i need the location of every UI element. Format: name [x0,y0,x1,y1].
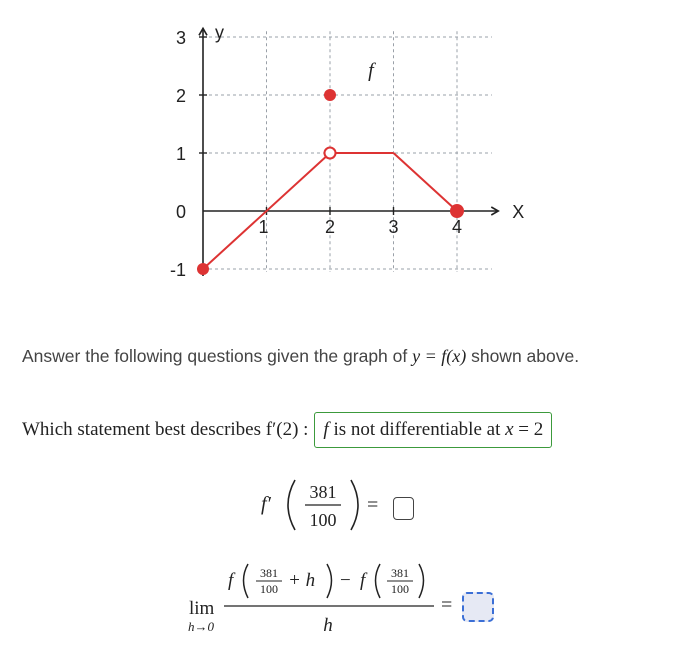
limit-equals: = [441,594,453,616]
x-tick-label: 4 [451,217,463,237]
y-tick-label: 3 [175,28,186,48]
y-tick-label: -1 [169,260,186,280]
answer-eq: = 2 [513,419,544,440]
lim-subscript: h→0 [188,619,214,634]
num-frac2-den: 100 [391,582,409,596]
limit-answer-input[interactable] [462,592,494,622]
x-axis-label: X [512,202,525,222]
num-frac1-den: 100 [260,582,278,596]
answer-var: x [505,419,514,440]
answer-dropdown[interactable] [314,412,552,448]
num-frac1-num: 381 [260,566,278,580]
num-minus: − [340,570,351,591]
answer-rest: is not differentiable at [328,419,506,440]
num-plus-h: + h [288,570,316,591]
y-axis-label: y [215,22,224,43]
function-label: f [368,59,374,82]
num-f1: f [228,570,234,591]
open-point [325,148,336,159]
lim-word: lim [189,598,215,619]
graph-grid [203,31,492,272]
y-tick-label: 2 [175,86,186,106]
derivative-numerator: 381 [309,482,337,502]
derivative-expression [255,470,395,540]
y-tick-label: 1 [175,144,186,164]
intro-math: y = f(x) [412,346,467,366]
isolated-point [324,89,336,101]
y-tick-label: 0 [175,202,186,222]
intro-text-after: shown above. [466,346,580,366]
function-graph [0,0,683,320]
limit-fraction [224,556,439,638]
fprime-symbol: f′ [261,493,271,515]
num-frac2-num: 381 [391,566,409,580]
answer-f: f [323,419,329,440]
question-prompt: Which statement best describes f′(2) : [22,419,309,440]
x-tick-label: 3 [388,217,399,237]
num-f2: f [360,570,366,591]
derivative-equals: = [367,494,379,516]
graph-segment [394,153,458,211]
limit-denominator: h [323,615,333,636]
instructions-text [22,346,579,367]
closed-point-end [450,204,464,218]
derivative-answer-input[interactable] [393,497,414,520]
derivative-denominator: 100 [309,510,337,530]
intro-text-before: Answer the following questions given the graph of [22,346,413,366]
graph-labels [170,22,524,280]
x-tick-label: 1 [258,217,269,237]
question-row [22,410,552,450]
x-tick-label: 2 [324,217,336,237]
closed-point-start [197,263,209,275]
